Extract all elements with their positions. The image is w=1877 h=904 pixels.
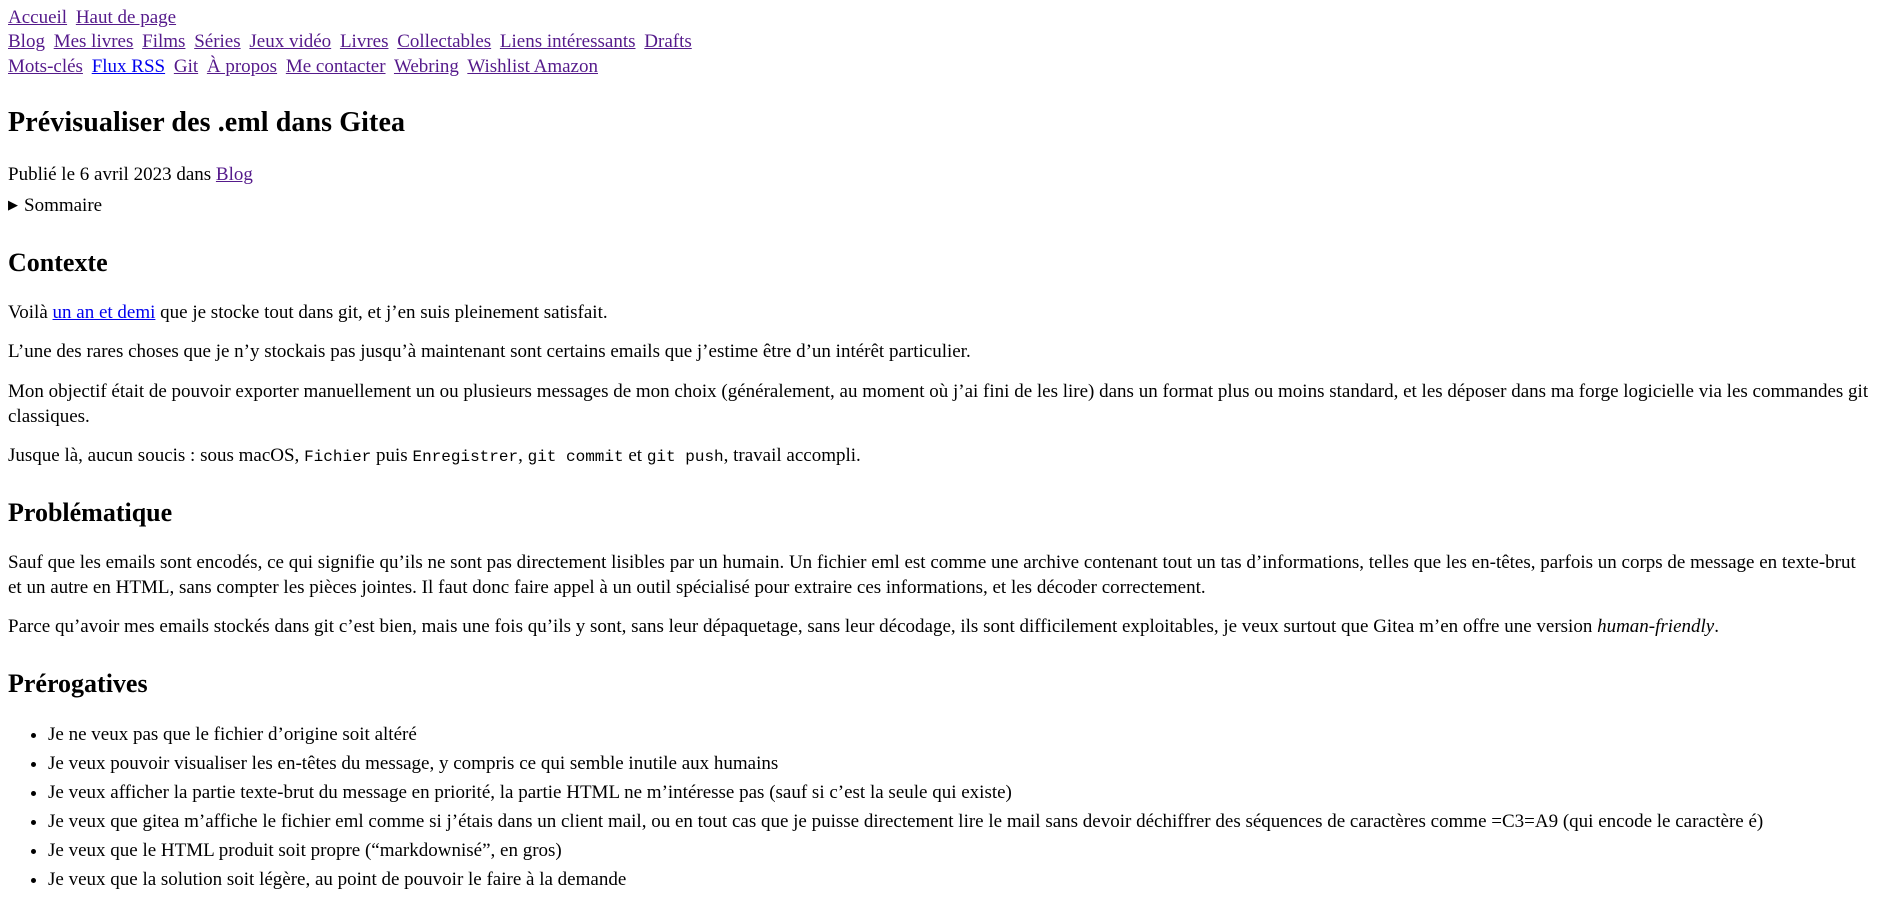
paragraph-text: Voilà (8, 302, 53, 324)
paragraph-contexte-2: L’une des rares choses que je n’y stockais pas jusqu’à maintenant sont certains emails que j’estime être d’un intérêt particulier. (8, 341, 971, 363)
nav-row-utilities (8, 55, 1869, 79)
nav-link-a-propos[interactable]: À propos (206, 55, 278, 77)
list-item: • Je veux pouvoir visualiser les en-têtes du message, y compris ce qui semble inutile aux humains (48, 751, 1869, 776)
list-item: • Je veux que la solution soit légère, au point de pouvoir le faire à la demande (48, 867, 1869, 892)
section-heading-contexte: Contexte (8, 248, 108, 278)
nav-link-blog[interactable]: Blog (8, 31, 45, 53)
paragraph-contexte-1 (8, 300, 1869, 325)
nav-link-mots-cles[interactable]: Mots-clés (8, 55, 83, 77)
post-meta (8, 162, 1869, 187)
paragraph-contexte-3: Mon objectif était de pouvoir exporter manuellement un ou plusieurs messages de mon choix (généralement, au moment où j’ai fini de les lire) dans un format plus ou moins standard, et les déposer dans ma forge logicielle via les commandes git classiques. (8, 380, 1869, 427)
nav-link-livres[interactable]: Livres (339, 31, 389, 53)
paragraph-text: , travail accompli. (723, 444, 861, 466)
paragraph-problematique-1: Sauf que les emails sont encodés, ce qui signifie qu’ils ne sont pas directement lisibles par un humain. Un fichier eml est comme une archive contenant tout un tas d’informations, telles que les en-têtes, parfois un corps de message en texte-brut et un autre en HTML, sans compter les pièces jointes. Il faut donc faire appel à un outil spécialisé pour extraire ces informations, et les décoder correctement. (8, 552, 1856, 599)
paragraph-text: Parce qu’avoir mes emails stockés dans git c’est bien, mais une fois qu’ils y sont, sans leur dépaquetage, sans leur décodage, ils sont difficilement exploitables, je veux surtout que Gitea m’en offre une version (8, 616, 1598, 638)
nav-link-webring[interactable]: Webring (393, 55, 459, 77)
nav-row-sections (8, 30, 1869, 54)
nav-link-collectables[interactable]: Collectables (397, 31, 492, 53)
paragraph-problematique-2 (8, 614, 1869, 639)
nav-link-haut-de-page[interactable]: Haut de page (75, 7, 177, 28)
section-heading-prerogatives: Prérogatives (8, 669, 148, 699)
nav-link-drafts[interactable]: Drafts (644, 31, 692, 53)
section-heading-problematique: Problématique (8, 497, 173, 527)
paragraph-contexte-4 (8, 443, 1869, 468)
link-un-an-et-demi[interactable]: un an et demi (52, 302, 156, 324)
nav-link-mes-livres[interactable]: Mes livres (53, 31, 134, 53)
post-category-link[interactable]: Blog (215, 163, 253, 185)
list-item: • Je veux afficher la partie texte-brut du message en priorité, la partie HTML ne m’intéresse pas (sauf si c’est la seule qui existe) (48, 780, 1869, 805)
nav-link-git[interactable]: Git (173, 55, 199, 77)
paragraph-text: puis (371, 444, 413, 466)
nav-link-liens-interessants[interactable]: Liens intéressants (499, 31, 636, 53)
code-fichier: Fichier (304, 447, 372, 466)
paragraph-text: et (623, 444, 647, 466)
list-item: • Je veux que gitea m’affiche le fichier eml comme si j’étais dans un client mail, ou en tout cas que je puisse directement lire le mail sans devoir déchiffrer des séquences de caractères comme =C3=A9 (qui encode le caractère é) (48, 809, 1869, 834)
nav-link-wishlist-amazon[interactable]: Wishlist Amazon (467, 55, 598, 77)
emphasis-human-friendly: human-friendly (1597, 616, 1715, 638)
list-item: • Je veux que le HTML produit soit propre (“markdownisé”, en gros) (48, 838, 1869, 863)
prerogatives-list (8, 722, 1869, 892)
page-title: Prévisualiser des .eml dans Gitea (8, 106, 406, 138)
nav-row-top (8, 6, 1869, 30)
code-git-push: git push (646, 447, 724, 466)
list-item: • Je ne veux pas que le fichier d’origine soit altéré (48, 722, 1869, 747)
nav-link-flux-rss[interactable]: Flux RSS (91, 55, 166, 77)
toc-summary-toggle[interactable]: ▶ Sommaire (8, 193, 1869, 218)
nav-link-me-contacter[interactable]: Me contacter (285, 55, 386, 77)
nav-link-series[interactable]: Séries (194, 31, 241, 53)
paragraph-text: . (1714, 616, 1719, 638)
paragraph-text: que je stocke tout dans git, et j’en suis pleinement satisfait. (155, 302, 608, 324)
paragraph-text: , (518, 444, 528, 466)
nav-link-films[interactable]: Films (142, 31, 186, 53)
code-git-commit: git commit (527, 447, 624, 466)
post-meta-text: Publié le 6 avril 2023 dans (8, 163, 216, 185)
table-of-contents[interactable] (8, 193, 1869, 218)
nav-link-jeux-video[interactable]: Jeux vidéo (249, 31, 332, 53)
nav-link-accueil[interactable]: Accueil (8, 7, 68, 28)
code-enregistrer: Enregistrer (412, 447, 519, 466)
paragraph-text: Jusque là, aucun soucis : sous macOS, (8, 444, 305, 466)
